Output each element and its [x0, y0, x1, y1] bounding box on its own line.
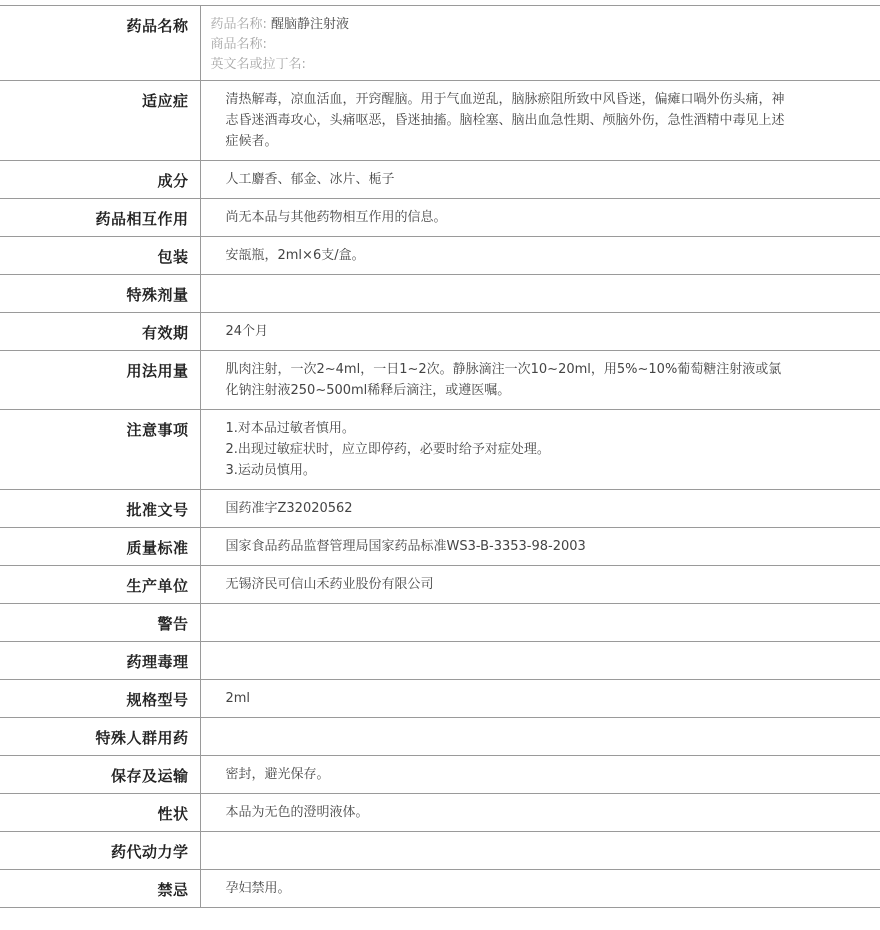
row-interactions — [0, 199, 880, 237]
row-value-manufacturer: 无锡济民可信山禾药业股份有限公司 — [200, 566, 880, 604]
row-value-pharmacology — [200, 642, 880, 680]
row-storage — [0, 756, 880, 794]
generic-name-value: 醒脑静注射液 — [271, 17, 350, 32]
row-dosage — [0, 351, 880, 410]
row-value-contraindications: 孕妇禁用。 — [200, 870, 880, 908]
row-warning — [0, 604, 880, 642]
row-label-precautions: 注意事项 — [0, 410, 200, 490]
row-value-indications: 清热解毒，凉血活血，开窍醒脑。用于气血逆乱，脑脉瘀阻所致中风昏迷，偏瘫口喎外伤头痛，神志昏迷酒毒攻心，头痛呕恶，昏迷抽搐。脑栓塞、脑出血急性期、颅脑外伤，急性酒精中毒见上述症候者。 — [200, 81, 880, 161]
row-package — [0, 237, 880, 275]
english-name-label: 英文名或拉丁名: — [210, 57, 306, 72]
trade-name-label: 商品名称: — [210, 37, 267, 52]
row-special-population — [0, 718, 880, 756]
row-label-dosage: 用法用量 — [0, 351, 200, 410]
row-label-interactions: 药品相互作用 — [0, 199, 200, 237]
row-label-standard: 质量标准 — [0, 528, 200, 566]
row-label-appearance: 性状 — [0, 794, 200, 832]
row-value-warning — [200, 604, 880, 642]
row-value-package: 安瓿瓶，2ml×6支/盒。 — [200, 237, 880, 275]
row-value-approval: 国药准字Z32020562 — [200, 490, 880, 528]
row-indications — [0, 81, 880, 161]
row-value-standard: 国家食品药品监督管理局国家药品标准WS3-B-3353-98-2003 — [200, 528, 880, 566]
row-label-drug-name: 药品名称 — [0, 6, 200, 81]
row-label-special-population: 特殊人群用药 — [0, 718, 200, 756]
precaution-item: 2.出现过敏症状时，应立即停药，必要时给予对症处理。 — [225, 442, 550, 457]
row-value-dosage: 肌肉注射，一次2~4ml，一日1~2次。静脉滴注一次10~20ml，用5%~10%葡萄糖注射液或氯化钠注射液250~500ml稀释后滴注，或遵医嘱。 — [200, 351, 880, 410]
row-value-interactions: 尚无本品与其他药物相互作用的信息。 — [200, 199, 880, 237]
row-value-shelf-life: 24个月 — [200, 313, 880, 351]
row-label-package: 包装 — [0, 237, 200, 275]
row-value-drug-name — [200, 6, 880, 81]
drug-info-table — [0, 5, 880, 908]
generic-name-label: 药品名称: — [210, 17, 267, 32]
row-value-ingredients: 人工麝香、郁金、冰片、栀子 — [200, 161, 880, 199]
row-label-pharmacology: 药理毒理 — [0, 642, 200, 680]
row-label-pharmacokinetics: 药代动力学 — [0, 832, 200, 870]
row-manufacturer — [0, 566, 880, 604]
precaution-item: 1.对本品过敏者慎用。 — [225, 421, 355, 436]
row-value-precautions — [200, 410, 880, 490]
row-special-dose — [0, 275, 880, 313]
row-label-spec: 规格型号 — [0, 680, 200, 718]
row-label-manufacturer: 生产单位 — [0, 566, 200, 604]
row-label-shelf-life: 有效期 — [0, 313, 200, 351]
row-approval — [0, 490, 880, 528]
row-label-ingredients: 成分 — [0, 161, 200, 199]
row-value-appearance: 本品为无色的澄明液体。 — [200, 794, 880, 832]
row-label-contraindications: 禁忌 — [0, 870, 200, 908]
precaution-item: 3.运动员慎用。 — [225, 463, 316, 478]
row-label-indications: 适应症 — [0, 81, 200, 161]
row-appearance — [0, 794, 880, 832]
row-value-pharmacokinetics — [200, 832, 880, 870]
row-label-approval: 批准文号 — [0, 490, 200, 528]
row-pharmacology — [0, 642, 880, 680]
row-standard — [0, 528, 880, 566]
generic-name-line — [211, 15, 791, 35]
row-label-storage: 保存及运输 — [0, 756, 200, 794]
row-shelf-life — [0, 313, 880, 351]
row-contraindications — [0, 870, 880, 908]
row-value-spec: 2ml — [200, 680, 880, 718]
row-value-special-population — [200, 718, 880, 756]
row-label-special-dose: 特殊剂量 — [0, 275, 200, 313]
row-ingredients — [0, 161, 880, 199]
row-spec — [0, 680, 880, 718]
row-value-storage: 密封，避光保存。 — [200, 756, 880, 794]
row-value-special-dose — [200, 275, 880, 313]
row-drug-name — [0, 6, 880, 81]
row-label-warning: 警告 — [0, 604, 200, 642]
row-pharmacokinetics — [0, 832, 880, 870]
row-precautions — [0, 410, 880, 490]
